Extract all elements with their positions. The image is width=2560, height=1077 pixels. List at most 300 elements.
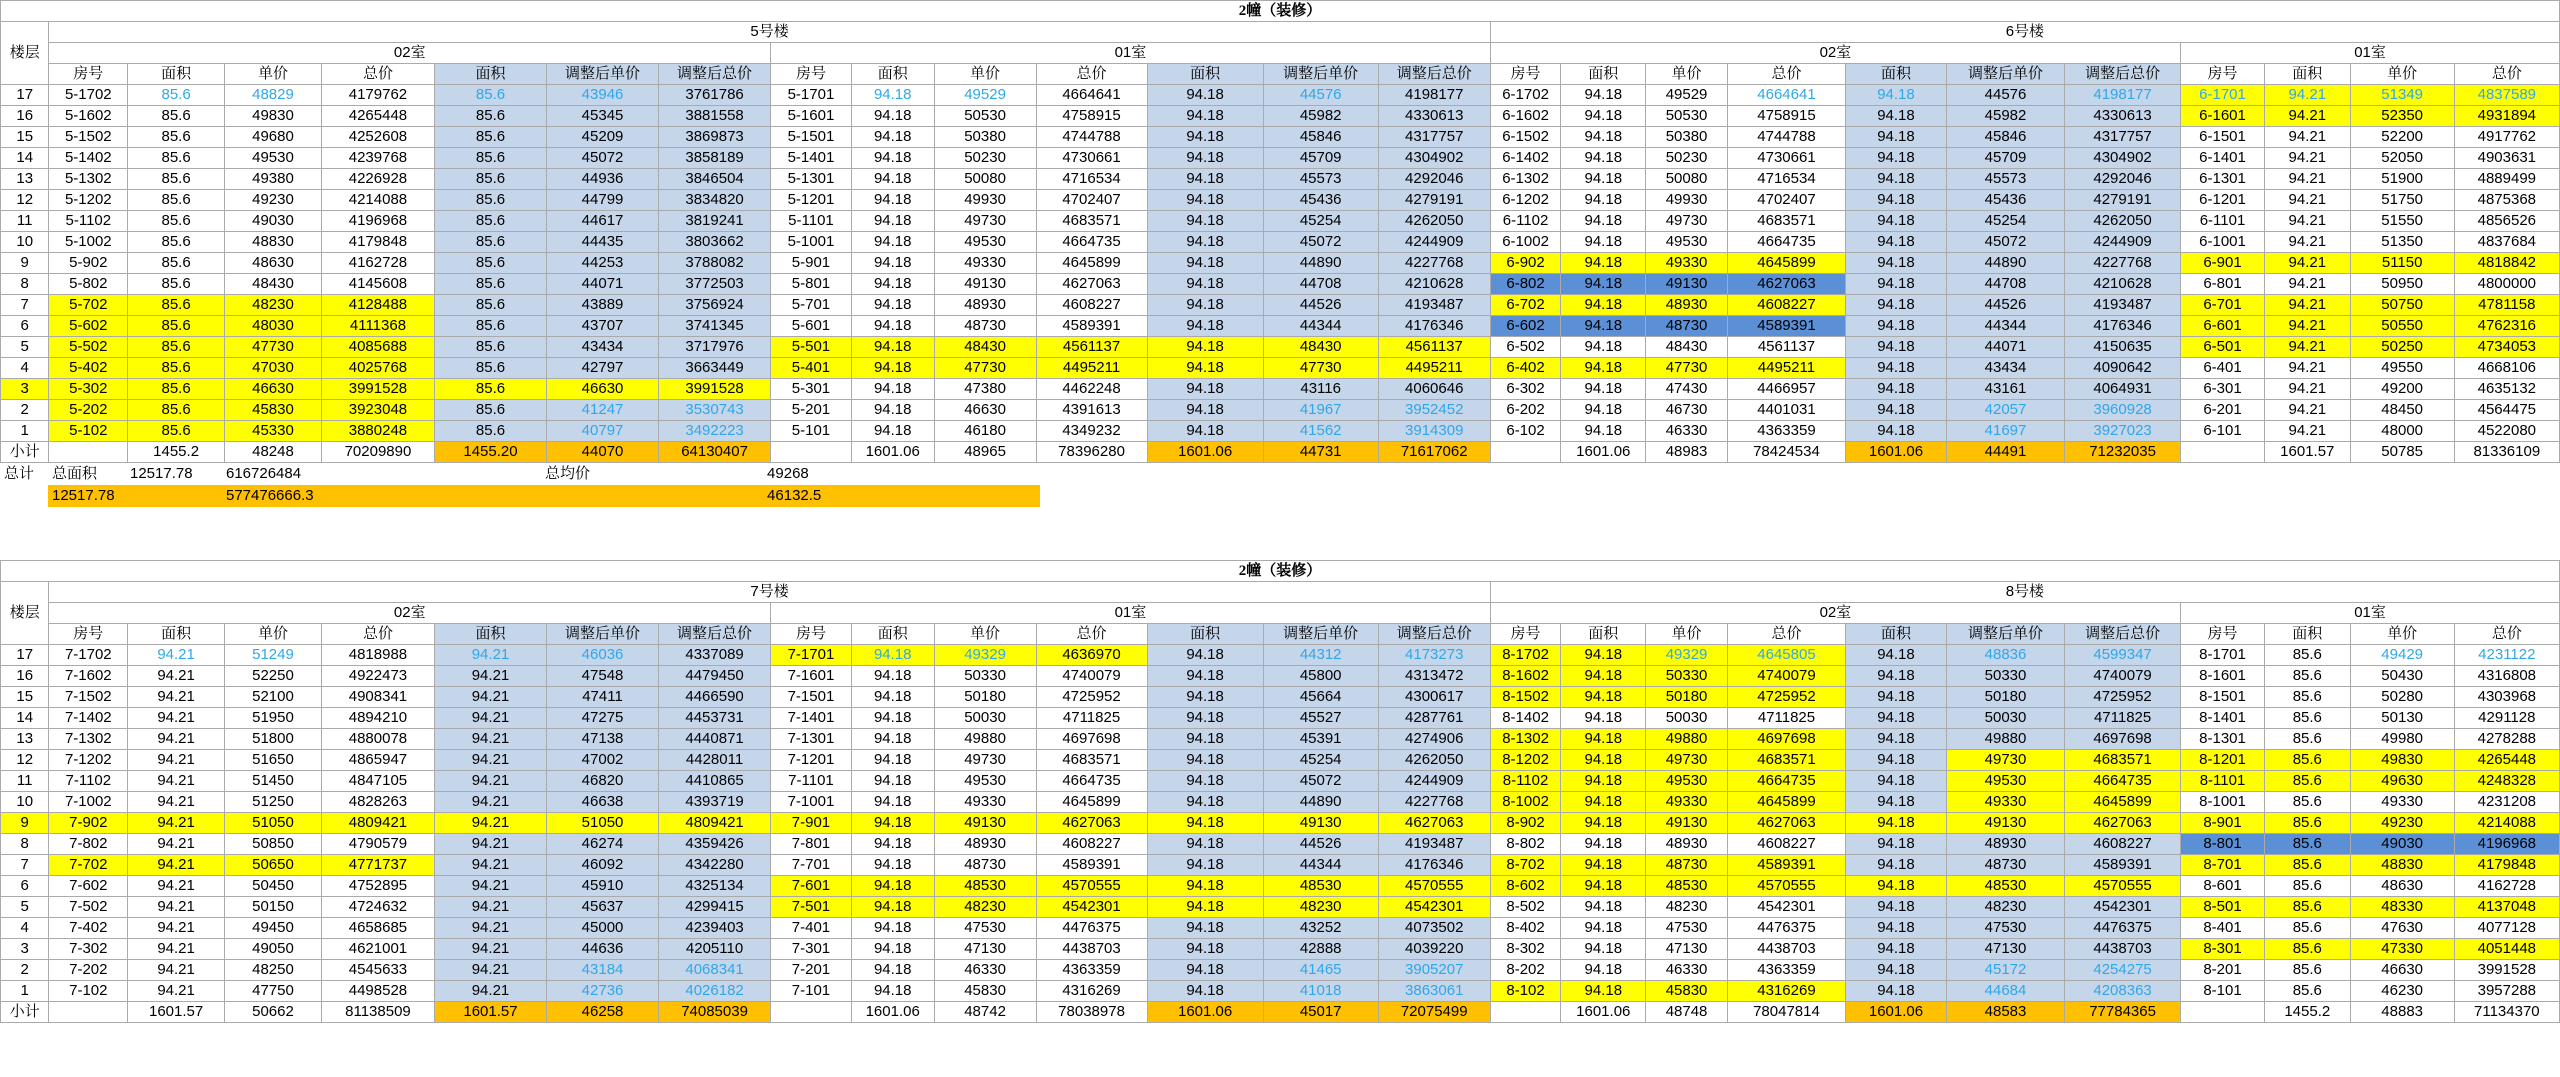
data-cell: 85.6 — [128, 337, 225, 358]
data-cell: 4453731 — [659, 708, 771, 729]
subtotal-cell: 1601.57 — [2264, 442, 2350, 463]
data-cell: 85.6 — [434, 211, 546, 232]
column-header: 面积 — [851, 624, 934, 645]
subtotal-cell: 48965 — [934, 442, 1036, 463]
data-cell: 94.21 — [434, 897, 546, 918]
data-cell: 47275 — [547, 708, 659, 729]
data-cell: 85.6 — [128, 232, 225, 253]
data-cell: 4744788 — [1036, 127, 1147, 148]
data-cell: 45846 — [1946, 127, 2064, 148]
data-cell: 47630 — [2350, 918, 2454, 939]
room-label: 02室 — [1490, 603, 2180, 624]
column-header: 总价 — [2454, 624, 2559, 645]
data-cell: 8-1702 — [1490, 645, 1561, 666]
data-cell: 94.18 — [1561, 750, 1646, 771]
data-cell: 6-1702 — [1490, 85, 1561, 106]
data-cell: 4363359 — [1727, 421, 1845, 442]
data-cell: 4265448 — [321, 106, 434, 127]
data-cell: 94.21 — [2264, 190, 2350, 211]
subtotal-cell: 64130407 — [659, 442, 771, 463]
table-row — [1, 876, 2560, 897]
data-cell: 46036 — [547, 645, 659, 666]
data-cell: 51050 — [225, 813, 322, 834]
data-cell: 48829 — [225, 85, 322, 106]
data-cell: 45072 — [1263, 232, 1378, 253]
floor-cell: 2 — [1, 960, 49, 981]
column-header: 房号 — [2181, 624, 2265, 645]
data-cell: 44936 — [547, 169, 659, 190]
table-row — [1, 400, 2560, 421]
data-cell: 94.18 — [1147, 274, 1263, 295]
data-cell: 4349232 — [1036, 421, 1147, 442]
data-cell: 49030 — [225, 211, 322, 232]
data-cell: 49730 — [934, 750, 1036, 771]
data-cell: 46180 — [934, 421, 1036, 442]
data-cell: 5-101 — [771, 421, 852, 442]
data-cell: 6-301 — [2181, 379, 2265, 400]
table-row — [1, 981, 2560, 1002]
data-cell: 3991528 — [2454, 960, 2559, 981]
data-cell: 94.21 — [2264, 379, 2350, 400]
data-cell: 8-1602 — [1490, 666, 1561, 687]
data-cell: 3788082 — [659, 253, 771, 274]
data-cell: 47530 — [934, 918, 1036, 939]
subtotal-cell: 81336109 — [2454, 442, 2559, 463]
data-cell: 51450 — [225, 771, 322, 792]
data-cell: 85.6 — [2264, 897, 2350, 918]
data-cell: 4176346 — [1378, 316, 1490, 337]
data-cell: 94.18 — [851, 379, 934, 400]
data-cell: 4664735 — [1036, 771, 1147, 792]
column-header: 房号 — [2181, 64, 2265, 85]
data-cell: 7-1601 — [771, 666, 852, 687]
data-cell: 47730 — [1646, 358, 1728, 379]
data-cell: 7-601 — [771, 876, 852, 897]
data-cell: 48830 — [2350, 855, 2454, 876]
data-cell: 94.18 — [1147, 232, 1263, 253]
data-cell: 94.18 — [1846, 918, 1947, 939]
data-cell: 50180 — [934, 687, 1036, 708]
table-row — [1, 960, 2560, 981]
data-cell: 4645899 — [2065, 792, 2181, 813]
data-cell: 44312 — [1263, 645, 1378, 666]
data-cell: 44526 — [1946, 295, 2064, 316]
data-cell: 49980 — [2350, 729, 2454, 750]
data-cell: 94.21 — [2264, 169, 2350, 190]
data-cell: 46330 — [1646, 421, 1728, 442]
column-header: 调整后总价 — [2065, 64, 2181, 85]
data-cell: 8-601 — [2181, 876, 2265, 897]
data-cell: 85.6 — [2264, 876, 2350, 897]
data-cell: 4608227 — [1727, 834, 1845, 855]
data-cell: 85.6 — [434, 358, 546, 379]
column-header: 单价 — [225, 624, 322, 645]
data-cell: 94.21 — [2264, 337, 2350, 358]
data-cell: 7-201 — [771, 960, 852, 981]
data-cell: 4589391 — [2065, 855, 2181, 876]
data-cell: 49050 — [225, 939, 322, 960]
data-cell: 5-1101 — [771, 211, 852, 232]
data-cell: 8-702 — [1490, 855, 1561, 876]
column-header: 调整后单价 — [1263, 64, 1378, 85]
data-cell: 4316269 — [1727, 981, 1845, 1002]
data-cell: 49630 — [2350, 771, 2454, 792]
data-cell: 5-1001 — [771, 232, 852, 253]
data-cell: 94.21 — [434, 666, 546, 687]
data-cell: 94.18 — [1561, 855, 1646, 876]
avg-price: 49268 — [767, 465, 809, 482]
data-cell: 4716534 — [1036, 169, 1147, 190]
data-cell: 94.18 — [1846, 960, 1947, 981]
data-cell: 4752895 — [321, 876, 434, 897]
data-cell: 94.18 — [1561, 813, 1646, 834]
data-cell: 94.18 — [1846, 834, 1947, 855]
data-cell: 85.6 — [128, 169, 225, 190]
data-cell: 94.18 — [851, 876, 934, 897]
data-cell: 94.18 — [1561, 792, 1646, 813]
data-cell: 4570555 — [1036, 876, 1147, 897]
column-header: 总价 — [1727, 64, 1845, 85]
data-cell: 94.21 — [434, 771, 546, 792]
data-cell: 4145608 — [321, 274, 434, 295]
data-cell: 45000 — [547, 918, 659, 939]
floor-cell: 12 — [1, 750, 49, 771]
data-cell: 3905207 — [1378, 960, 1490, 981]
data-cell: 47430 — [1646, 379, 1728, 400]
data-cell: 6-201 — [2181, 400, 2265, 421]
data-cell: 4231122 — [2454, 645, 2559, 666]
data-cell: 85.6 — [128, 211, 225, 232]
subtotal-label: 小计 — [1, 1002, 49, 1023]
table-row — [1, 834, 2560, 855]
data-cell: 50950 — [2350, 274, 2454, 295]
table-row — [1, 106, 2560, 127]
data-cell: 5-1501 — [771, 127, 852, 148]
data-cell: 51350 — [2350, 232, 2454, 253]
data-cell: 94.18 — [851, 645, 934, 666]
data-cell: 7-701 — [771, 855, 852, 876]
subtotal-cell: 1455.20 — [434, 442, 546, 463]
data-cell: 3880248 — [321, 421, 434, 442]
data-cell: 8-801 — [2181, 834, 2265, 855]
data-cell: 4627063 — [1727, 813, 1845, 834]
data-cell: 4198177 — [2065, 85, 2181, 106]
floor-cell: 7 — [1, 295, 49, 316]
data-cell: 94.18 — [1147, 813, 1263, 834]
floor-cell: 16 — [1, 666, 49, 687]
data-cell: 85.6 — [128, 148, 225, 169]
data-cell: 5-402 — [49, 358, 128, 379]
subtotal-cell: 48748 — [1646, 1002, 1728, 1023]
data-cell: 94.18 — [1561, 400, 1646, 421]
data-cell: 4589391 — [1036, 316, 1147, 337]
data-cell: 48930 — [934, 295, 1036, 316]
data-cell: 4498528 — [321, 981, 434, 1002]
data-cell: 4608227 — [1036, 295, 1147, 316]
data-cell: 8-1202 — [1490, 750, 1561, 771]
data-cell: 7-502 — [49, 897, 128, 918]
table-row — [1, 939, 2560, 960]
data-cell: 4278288 — [2454, 729, 2559, 750]
data-cell: 94.21 — [434, 855, 546, 876]
data-cell: 4711825 — [2065, 708, 2181, 729]
data-cell: 43434 — [547, 337, 659, 358]
data-cell: 94.18 — [851, 834, 934, 855]
column-header: 房号 — [1490, 624, 1561, 645]
data-cell: 94.18 — [1561, 897, 1646, 918]
data-cell: 94.18 — [851, 729, 934, 750]
data-cell: 4438703 — [2065, 939, 2181, 960]
data-cell: 4476375 — [1036, 918, 1147, 939]
data-cell: 4818988 — [321, 645, 434, 666]
data-cell: 47030 — [225, 358, 322, 379]
data-cell: 4317757 — [1378, 127, 1490, 148]
data-cell: 94.21 — [2264, 400, 2350, 421]
data-cell: 94.18 — [1846, 400, 1947, 421]
data-cell: 94.18 — [1561, 645, 1646, 666]
data-cell: 8-1601 — [2181, 666, 2265, 687]
subtotal-cell: 71617062 — [1378, 442, 1490, 463]
floor-cell: 13 — [1, 729, 49, 750]
data-cell: 5-501 — [771, 337, 852, 358]
data-cell: 47411 — [547, 687, 659, 708]
data-cell: 4542301 — [1727, 897, 1845, 918]
data-cell: 94.18 — [851, 85, 934, 106]
data-cell: 4561137 — [1727, 337, 1845, 358]
floor-cell: 5 — [1, 897, 49, 918]
table-row — [1, 295, 2560, 316]
data-cell: 4740079 — [2065, 666, 2181, 687]
data-cell: 5-902 — [49, 253, 128, 274]
data-cell: 47730 — [1263, 358, 1378, 379]
data-cell: 44636 — [547, 939, 659, 960]
data-cell: 44344 — [1263, 855, 1378, 876]
data-cell: 8-1501 — [2181, 687, 2265, 708]
data-cell: 5-1401 — [771, 148, 852, 169]
data-cell: 3881558 — [659, 106, 771, 127]
data-cell: 85.6 — [2264, 750, 2350, 771]
data-cell: 6-1502 — [1490, 127, 1561, 148]
data-cell: 94.18 — [851, 358, 934, 379]
column-header: 总价 — [1036, 624, 1147, 645]
data-cell: 4479450 — [659, 666, 771, 687]
adjusted-average: 46132.5 — [763, 485, 1040, 507]
data-cell: 94.18 — [851, 918, 934, 939]
data-cell: 5-302 — [49, 379, 128, 400]
data-cell: 4090642 — [2065, 358, 2181, 379]
data-cell: 6-602 — [1490, 316, 1561, 337]
data-cell: 8-902 — [1490, 813, 1561, 834]
data-cell: 4790579 — [321, 834, 434, 855]
data-cell: 5-502 — [49, 337, 128, 358]
data-cell: 44071 — [1946, 337, 2064, 358]
data-cell: 4758915 — [1727, 106, 1845, 127]
data-cell: 94.18 — [1147, 645, 1263, 666]
data-cell: 4645899 — [1727, 792, 1845, 813]
data-cell: 94.21 — [434, 792, 546, 813]
data-cell: 5-301 — [771, 379, 852, 400]
data-cell: 8-1301 — [2181, 729, 2265, 750]
data-cell: 49200 — [2350, 379, 2454, 400]
data-cell: 94.18 — [1846, 358, 1947, 379]
data-cell: 4636970 — [1036, 645, 1147, 666]
subtotal-cell: 44491 — [1946, 442, 2064, 463]
data-cell: 94.18 — [1147, 337, 1263, 358]
data-cell: 4917762 — [2454, 127, 2559, 148]
data-cell: 8-1402 — [1490, 708, 1561, 729]
total-price: 616726484 — [226, 465, 302, 482]
data-cell: 85.6 — [2264, 708, 2350, 729]
data-cell: 49130 — [934, 813, 1036, 834]
data-cell: 48430 — [934, 337, 1036, 358]
floor-cell: 13 — [1, 169, 49, 190]
data-cell: 94.18 — [1561, 379, 1646, 400]
data-cell: 6-1201 — [2181, 190, 2265, 211]
data-cell: 48450 — [2350, 400, 2454, 421]
data-cell: 4193487 — [1378, 834, 1490, 855]
data-cell: 94.21 — [434, 918, 546, 939]
data-cell: 4645805 — [1727, 645, 1845, 666]
data-cell: 94.18 — [1561, 876, 1646, 897]
data-cell: 49030 — [2350, 834, 2454, 855]
column-header: 调整后单价 — [547, 624, 659, 645]
data-cell: 51650 — [225, 750, 322, 771]
data-cell: 48930 — [1646, 834, 1728, 855]
column-header: 单价 — [934, 624, 1036, 645]
data-cell: 4542301 — [1378, 897, 1490, 918]
room-label: 01室 — [2181, 43, 2560, 64]
data-cell: 6-1601 — [2181, 106, 2265, 127]
data-cell: 7-402 — [49, 918, 128, 939]
data-cell: 4683571 — [1036, 750, 1147, 771]
data-cell: 49329 — [1646, 645, 1728, 666]
table-row — [1, 190, 2560, 211]
data-cell: 48530 — [1646, 876, 1728, 897]
data-cell: 4627063 — [1727, 274, 1845, 295]
data-cell: 94.21 — [434, 813, 546, 834]
data-cell: 4734053 — [2454, 337, 2559, 358]
data-cell: 8-202 — [1490, 960, 1561, 981]
data-cell: 4740079 — [1727, 666, 1845, 687]
subtotal-cell: 71134370 — [2454, 1002, 2559, 1023]
data-cell: 49730 — [1946, 750, 2064, 771]
floor-cell: 11 — [1, 211, 49, 232]
data-cell: 7-1201 — [771, 750, 852, 771]
data-cell: 85.6 — [128, 274, 225, 295]
data-cell: 4683571 — [1727, 211, 1845, 232]
data-cell: 94.18 — [1147, 358, 1263, 379]
data-cell: 4244909 — [1378, 771, 1490, 792]
data-cell: 41465 — [1263, 960, 1378, 981]
data-cell: 8-201 — [2181, 960, 2265, 981]
column-header: 调整后总价 — [1378, 624, 1490, 645]
data-cell: 46820 — [547, 771, 659, 792]
data-cell: 48730 — [934, 316, 1036, 337]
data-cell: 49830 — [225, 106, 322, 127]
data-cell: 50080 — [934, 169, 1036, 190]
column-header: 总价 — [1036, 64, 1147, 85]
data-cell: 52250 — [225, 666, 322, 687]
data-cell: 85.6 — [128, 358, 225, 379]
data-cell: 45330 — [225, 421, 322, 442]
data-cell: 4627063 — [1036, 813, 1147, 834]
data-cell: 94.18 — [851, 939, 934, 960]
subtotal-cell: 1601.06 — [1846, 442, 1947, 463]
data-cell: 94.21 — [2264, 358, 2350, 379]
data-cell: 5-802 — [49, 274, 128, 295]
data-cell: 6-601 — [2181, 316, 2265, 337]
grand-total — [0, 463, 1040, 507]
subtotal-cell: 48983 — [1646, 442, 1728, 463]
data-cell: 4316269 — [1036, 981, 1147, 1002]
data-cell: 48530 — [934, 876, 1036, 897]
data-cell: 49130 — [934, 274, 1036, 295]
data-cell: 4085688 — [321, 337, 434, 358]
column-header: 面积 — [851, 64, 934, 85]
subtotal-cell — [49, 442, 128, 463]
data-cell: 3756924 — [659, 295, 771, 316]
data-cell: 4196968 — [321, 211, 434, 232]
data-cell: 94.18 — [1846, 855, 1947, 876]
data-cell: 49930 — [934, 190, 1036, 211]
data-cell: 49680 — [225, 127, 322, 148]
data-cell: 85.6 — [434, 379, 546, 400]
data-cell: 5-1002 — [49, 232, 128, 253]
data-cell: 4542301 — [2065, 897, 2181, 918]
subtotal-cell: 1601.57 — [434, 1002, 546, 1023]
data-cell: 44708 — [1263, 274, 1378, 295]
data-cell: 4664641 — [1036, 85, 1147, 106]
total-label: 总计 — [4, 465, 35, 482]
data-cell: 49380 — [225, 169, 322, 190]
data-cell: 94.18 — [1846, 127, 1947, 148]
data-cell: 94.18 — [851, 106, 934, 127]
subtotal-cell: 1601.06 — [1561, 1002, 1646, 1023]
data-cell: 94.18 — [1846, 106, 1947, 127]
data-cell: 94.18 — [1147, 85, 1263, 106]
data-cell: 6-1002 — [1490, 232, 1561, 253]
subtotal-cell: 1601.06 — [1561, 442, 1646, 463]
subtotal-cell: 48248 — [225, 442, 322, 463]
data-cell: 49880 — [1946, 729, 2064, 750]
data-cell: 5-801 — [771, 274, 852, 295]
data-cell: 45830 — [1646, 981, 1728, 1002]
data-cell: 4664735 — [1727, 771, 1845, 792]
data-cell: 4176346 — [1378, 855, 1490, 876]
subtotal-cell: 1601.06 — [1147, 1002, 1263, 1023]
subtotal-cell — [771, 442, 852, 463]
data-cell: 4725952 — [1727, 687, 1845, 708]
data-cell: 6-401 — [2181, 358, 2265, 379]
data-cell: 85.6 — [434, 295, 546, 316]
data-cell: 48530 — [1263, 876, 1378, 897]
data-cell: 44708 — [1946, 274, 2064, 295]
data-cell: 4150635 — [2065, 337, 2181, 358]
room-label: 01室 — [2181, 603, 2560, 624]
subtotal-cell: 1601.57 — [128, 1002, 225, 1023]
data-cell: 49550 — [2350, 358, 2454, 379]
data-cell: 4762316 — [2454, 316, 2559, 337]
data-cell: 4542301 — [1036, 897, 1147, 918]
data-cell: 4627063 — [2065, 813, 2181, 834]
data-cell: 48430 — [1263, 337, 1378, 358]
data-cell: 5-202 — [49, 400, 128, 421]
column-header: 面积 — [1846, 624, 1947, 645]
data-cell: 45072 — [1263, 771, 1378, 792]
subtotal-row — [1, 442, 2560, 463]
data-cell: 47330 — [2350, 939, 2454, 960]
data-cell: 44799 — [547, 190, 659, 211]
